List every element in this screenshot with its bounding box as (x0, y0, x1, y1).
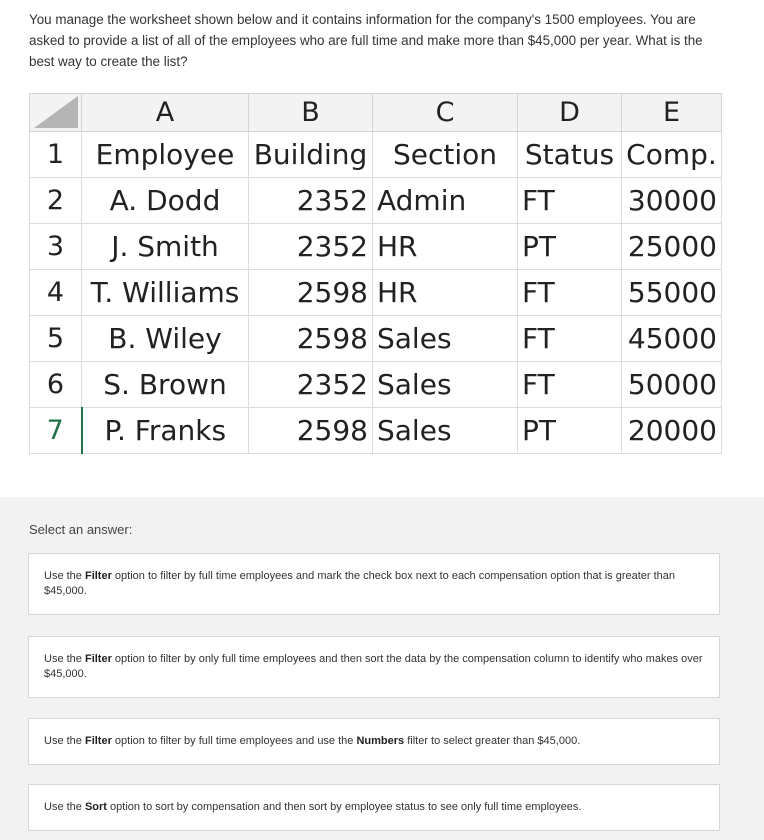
cell-section: Sales (373, 362, 518, 408)
question-text: You manage the worksheet shown below and it contains information for the company's 1500 employees. You are asked to provide a list of all of the employees who are full time and make more than $45,000 per year. What is the best way to create the list? (29, 12, 703, 69)
row-number: 4 (30, 270, 82, 316)
cell-comp: 20000 (622, 408, 722, 454)
cell-section: HR (373, 270, 518, 316)
table-row (30, 270, 722, 316)
answer-option-1-text: Use the Filter option to filter by full time employees and mark the check box next to each compensation option that is greater than $45,000. (44, 570, 676, 597)
cell-comp: 45000 (622, 316, 722, 362)
cell-section: HR (373, 224, 518, 270)
cell-building: 2352 (249, 224, 373, 270)
answer-option-3-text: Use the Filter option to filter by full time employees and use the Numbers filter to select greater than $45,000. (44, 735, 581, 747)
cell-comp: 50000 (622, 362, 722, 408)
cell-building: 2352 (249, 362, 373, 408)
spreadsheet-image (29, 93, 722, 454)
header-cell-status: Status (518, 132, 622, 178)
answer-option-2[interactable] (28, 636, 720, 698)
cell-building: 2598 (249, 408, 373, 454)
select-all-corner (30, 94, 82, 132)
cell-status: FT (518, 270, 622, 316)
col-header-c: C (373, 94, 518, 132)
answer-option-4-text: Use the Sort option to sort by compensation and then sort by employee status to see only full time employees. (44, 801, 582, 813)
answer-option-2-text: Use the Filter option to filter by only full time employees and then sort the data by the compensation column to identify who makes over $45,000. (44, 653, 703, 680)
col-header-a: A (82, 94, 249, 132)
col-header-d: D (518, 94, 622, 132)
select-all-triangle-icon (34, 96, 78, 128)
cell-employee: T. Williams (82, 270, 249, 316)
header-cell-section: Section (373, 132, 518, 178)
row-number: 1 (30, 132, 82, 178)
cell-building: 2598 (249, 316, 373, 362)
cell-section: Admin (373, 178, 518, 224)
cell-employee: B. Wiley (82, 316, 249, 362)
cell-comp: 30000 (622, 178, 722, 224)
header-cell-building: Building (249, 132, 373, 178)
row-number-selected: 7 (30, 408, 82, 454)
cell-status: FT (518, 316, 622, 362)
select-answer-label: Select an answer: (29, 522, 133, 537)
column-header-row (30, 94, 722, 132)
answer-option-1[interactable] (28, 553, 720, 615)
cell-status: FT (518, 362, 622, 408)
table-row (30, 316, 722, 362)
table-row (30, 178, 722, 224)
cell-status: PT (518, 224, 622, 270)
header-cell-comp: Comp. (622, 132, 722, 178)
cell-status: FT (518, 178, 622, 224)
cell-employee: J. Smith (82, 224, 249, 270)
cell-employee: S. Brown (82, 362, 249, 408)
cell-building: 2352 (249, 178, 373, 224)
answer-option-3[interactable] (28, 718, 720, 765)
cell-status: PT (518, 408, 622, 454)
row-number: 2 (30, 178, 82, 224)
cell-comp: 55000 (622, 270, 722, 316)
row-number: 5 (30, 316, 82, 362)
cell-section: Sales (373, 408, 518, 454)
answer-option-4[interactable] (28, 784, 720, 831)
answer-section (0, 497, 764, 840)
table-row (30, 224, 722, 270)
cell-employee: A. Dodd (82, 178, 249, 224)
col-header-e: E (622, 94, 722, 132)
cell-employee: P. Franks (82, 408, 249, 454)
table-row (30, 362, 722, 408)
table-header-row (30, 132, 722, 178)
col-header-b: B (249, 94, 373, 132)
row-number: 6 (30, 362, 82, 408)
table-row (30, 408, 722, 454)
row-number: 3 (30, 224, 82, 270)
cell-comp: 25000 (622, 224, 722, 270)
header-cell-employee: Employee (82, 132, 249, 178)
cell-section: Sales (373, 316, 518, 362)
cell-building: 2598 (249, 270, 373, 316)
